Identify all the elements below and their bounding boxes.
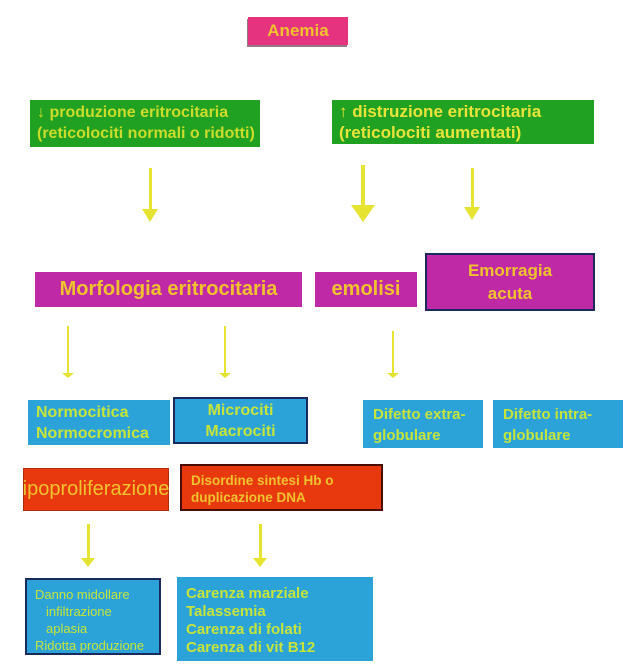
- node-carenze: [177, 577, 373, 661]
- arrow-down-icon: [387, 331, 399, 378]
- node-carenza-line4: Carenza di vit B12: [186, 639, 316, 656]
- node-distruzione-eritrocitaria: [332, 100, 594, 144]
- node-produzione-line1: ↓ produzione eritrocitaria: [37, 104, 229, 121]
- arrow-shaft: [361, 165, 365, 205]
- node-morfologia-eritrocitaria: [35, 272, 302, 307]
- arrow-down-icon: [62, 326, 74, 378]
- arrow-shaft: [259, 524, 262, 558]
- arrow-head: [464, 207, 480, 220]
- node-difetto-extraglobulare: [363, 400, 483, 448]
- node-distruzione-line1: ↑ distruzione eritrocitaria: [339, 102, 542, 121]
- node-difetto-extra-line1: Difetto extra-: [373, 406, 466, 423]
- arrow-shaft: [224, 326, 226, 373]
- node-danno-line2: infiltrazione: [46, 604, 112, 619]
- arrow-shaft: [471, 168, 474, 207]
- node-normocitica-normocromica: [28, 400, 170, 445]
- node-disordine-sintesi: [180, 464, 383, 511]
- node-danno-line4: Ridotta produzione: [35, 638, 145, 653]
- arrow-shaft: [87, 524, 90, 558]
- node-emorragia-acuta: [425, 253, 595, 311]
- node-morfologia-label: Morfologia eritrocitaria: [59, 278, 278, 300]
- node-ipoproliferazione: [23, 468, 169, 511]
- node-anemia-label: Anemia: [267, 21, 329, 40]
- node-carenza-line3: Carenza di folati: [186, 621, 302, 638]
- arrow-down-icon: [351, 165, 375, 222]
- arrow-head: [253, 558, 267, 567]
- node-carenza-line2: Talassemia: [186, 603, 266, 620]
- arrow-head: [387, 373, 399, 378]
- node-carenza-line1: Carenza marziale: [186, 585, 309, 602]
- arrow-down-icon: [463, 168, 481, 220]
- arrow-shaft: [149, 168, 152, 209]
- node-produzione-eritrocitaria: [30, 100, 260, 147]
- node-produzione-line2: (reticolociti normali o ridotti): [37, 125, 255, 142]
- arrow-head: [142, 209, 158, 222]
- node-emolisi: [315, 272, 417, 307]
- arrow-shaft: [392, 331, 394, 373]
- node-microciti-macrociti: [173, 397, 308, 444]
- node-distruzione-line2: (reticolociti aumentati): [339, 123, 522, 142]
- node-danno-line3: aplasia: [46, 621, 88, 636]
- arrow-down-icon: [81, 524, 95, 567]
- node-microciti-line2: Macrociti: [205, 422, 276, 440]
- node-difetto-intraglobulare: [493, 400, 623, 448]
- arrow-head: [219, 373, 231, 378]
- node-normocitica-line1: Normocitica: [36, 404, 129, 421]
- node-difetto-intra-line1: Difetto intra-: [503, 406, 593, 423]
- arrow-head: [62, 373, 74, 378]
- node-emorragia-line1: Emorragia: [467, 261, 553, 280]
- arrow-head: [81, 558, 95, 567]
- node-microciti-line1: Microciti: [207, 401, 274, 419]
- node-difetto-intra-line2: globulare: [503, 427, 571, 444]
- node-disordine-line1: Disordine sintesi Hb o: [191, 473, 334, 488]
- node-emorragia-line2: acuta: [487, 284, 533, 303]
- arrow-down-icon: [253, 524, 267, 567]
- node-disordine-line2: duplicazione DNA: [191, 490, 306, 505]
- node-ipoproliferazione-label: ipoproliferazione: [22, 478, 170, 500]
- arrow-shaft: [67, 326, 69, 373]
- node-danno-midollare: [25, 578, 161, 655]
- node-danno-line1: Danno midollare: [35, 587, 130, 602]
- node-emolisi-label: emolisi: [331, 278, 401, 300]
- arrow-down-icon: [141, 168, 159, 222]
- arrow-down-icon: [219, 326, 231, 378]
- arrow-head: [351, 205, 375, 222]
- node-difetto-extra-line2: globulare: [373, 427, 441, 444]
- node-normocitica-line2: Normocromica: [36, 425, 149, 442]
- node-anemia: [248, 17, 348, 45]
